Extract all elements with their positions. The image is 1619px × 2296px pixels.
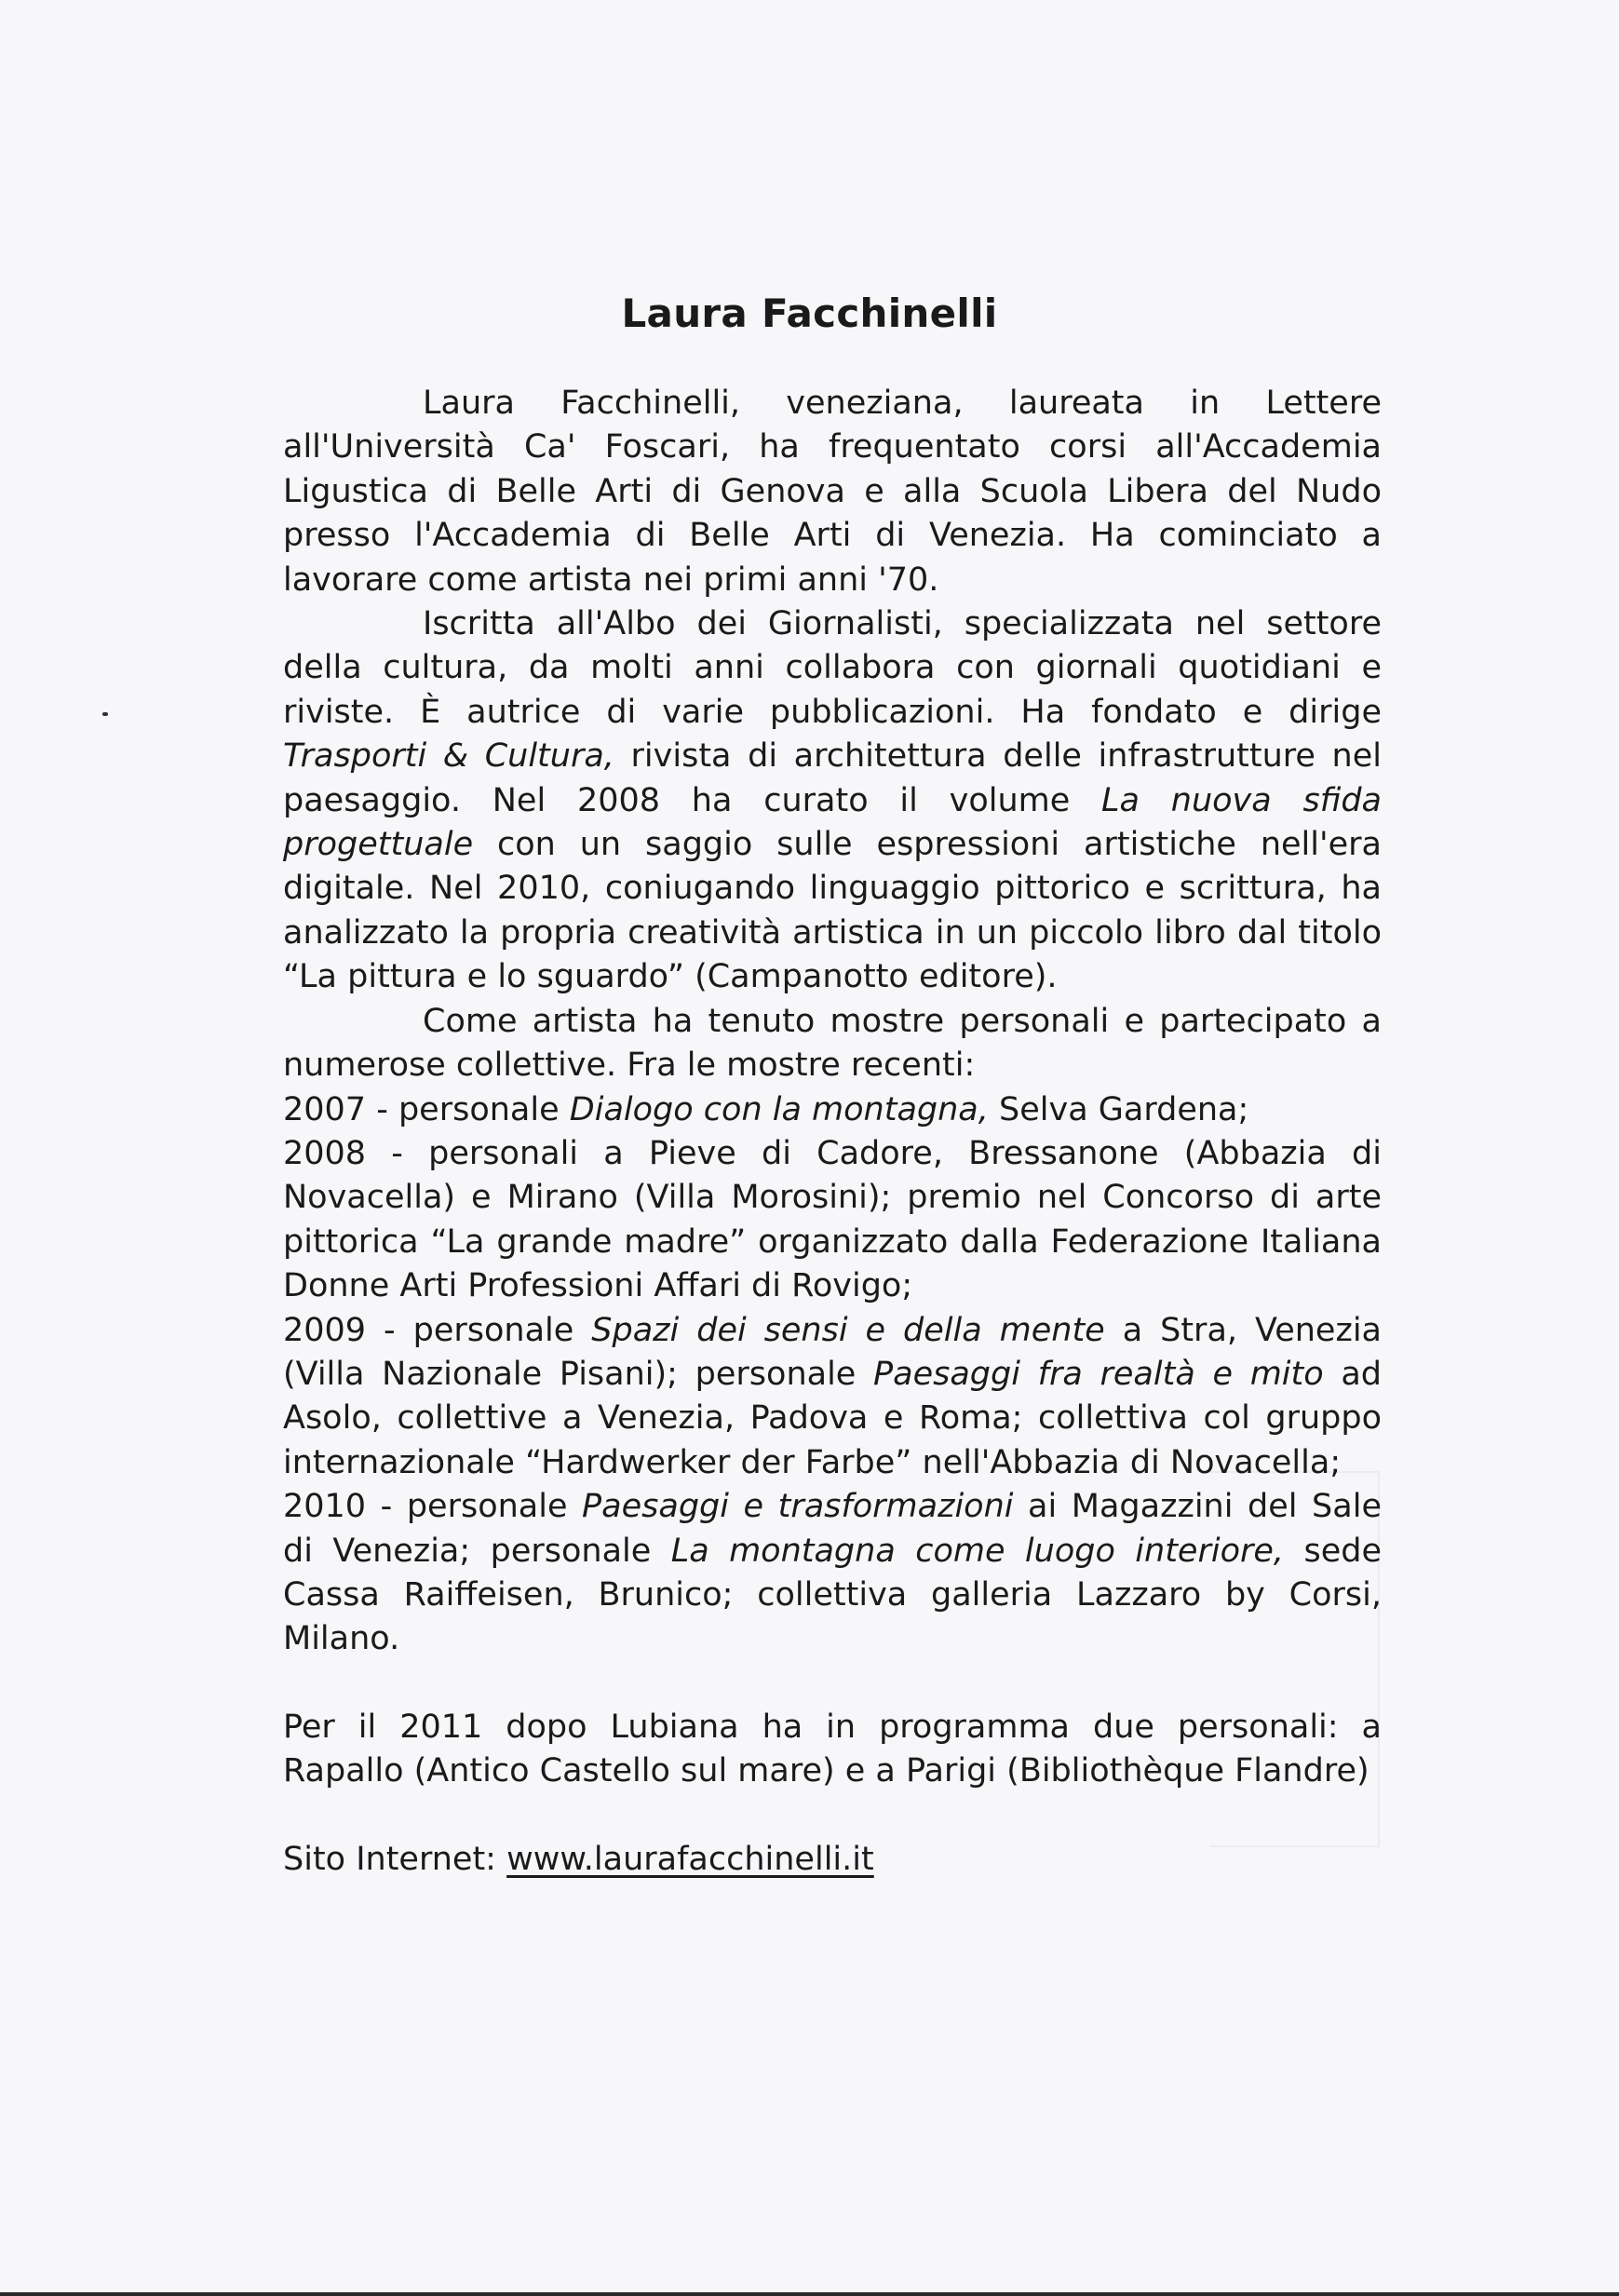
text-run: Iscritta all'Albo dei Giornalisti, specializzata nel settore della cultura, da molti anni collabora con giornali quotidiani e riviste. È autrice di varie pubblicazioni. Ha fondato e dirige xyxy=(283,605,1382,731)
paragraph-journalism xyxy=(283,602,1382,1000)
text-run: 2009 - personale xyxy=(283,1311,592,1349)
text-run: rivista di architettura delle infrastrutture nel paesaggio. Nel 2008 ha curato il volume xyxy=(283,737,1382,819)
paragraph-exhibitions-intro: Come artista ha tenuto mostre personali e partecipato a numerose collettive. Fra le mostre recenti: xyxy=(283,1002,1382,1085)
exhibition-2007 xyxy=(283,1088,1382,1132)
exhibition-2010 xyxy=(283,1485,1382,1662)
text-run: sede Cassa Raiffeisen, Brunico; collettiva galleria Lazzaro by Corsi, Milano. xyxy=(283,1532,1382,1658)
paragraph-intro: Laura Facchinelli, veneziana, laureata in Lettere all'Università Ca' Foscari, ha frequentato corsi all'Accademia Ligustica di Belle Arti di Genova e alla Scuola Libera del Nudo presso l'Accademia di Belle Arti di Venezia. Ha cominciato a lavorare come artista nei primi anni '70. xyxy=(283,385,1382,599)
text-run: ad Asolo, collettive a Venezia, Padova e Roma; collettiva col gruppo internazionale “Hardwerker der Farbe” nell'Abbazia di Novacella; xyxy=(283,1355,1383,1481)
paragraph-2011-plans: Per il 2011 dopo Lubiana ha in programma due personali: a Rapallo (Antico Castello sul mare) e a Parigi (Bibliothèque Flandre) xyxy=(283,1708,1382,1790)
exhibition-2008 xyxy=(283,1132,1382,1309)
italic-title: Spazi dei sensi e della mente xyxy=(591,1311,1105,1349)
text-run: 2008 - personali a Pieve di Cadore, Bressanone (Abbazia di Novacella) e Mirano (Villa Morosini); premio nel Concorso di arte pittorica “La grande madre” organizzato dalla Federazione Italiana Donne Arti Professioni Affari di Rovigo; xyxy=(283,1134,1382,1305)
text-run: Selva Gardena; xyxy=(988,1090,1249,1128)
document-title: Laura Facchinelli xyxy=(621,290,998,336)
text-run: a Stra, Venezia (Villa Nazionale Pisani); personale xyxy=(283,1311,1383,1393)
italic-title: La montagna come luogo interiore, xyxy=(670,1532,1285,1570)
scan-bottom-edge xyxy=(0,2292,1619,2296)
exhibition-2009 xyxy=(283,1309,1382,1486)
document-body xyxy=(283,382,1382,1882)
website-link[interactable]: www.laurafacchinelli.it xyxy=(506,1840,874,1878)
italic-title: La nuova sfida progettuale xyxy=(283,781,1382,864)
spacer xyxy=(283,1662,1382,1706)
text-run: ai Magazzini del Sale di Venezia; personale xyxy=(283,1488,1382,1570)
spacer xyxy=(283,1794,1382,1838)
italic-title: Paesaggi fra realtà e mito xyxy=(873,1355,1324,1393)
text-run: con un saggio sulle espressioni artistiche nell'era digitale. Nel 2010, coniugando linguaggio pittorico e scrittura, ha analizzato la propria creatività artistica in un piccolo libro dal titolo “La pittura e lo sguardo” (Campanotto editore). xyxy=(283,826,1382,996)
text-run: 2007 - personale xyxy=(283,1090,570,1128)
website-line xyxy=(283,1838,1382,1882)
text-run: 2010 - personale xyxy=(283,1488,583,1526)
italic-title: Paesaggi e trasformazioni xyxy=(582,1488,1014,1526)
italic-title: Dialogo con la montagna, xyxy=(569,1090,989,1128)
italic-title: Trasporti & Cultura, xyxy=(283,737,614,776)
website-label: Sito Internet: xyxy=(283,1840,507,1878)
stray-mark xyxy=(102,712,108,716)
